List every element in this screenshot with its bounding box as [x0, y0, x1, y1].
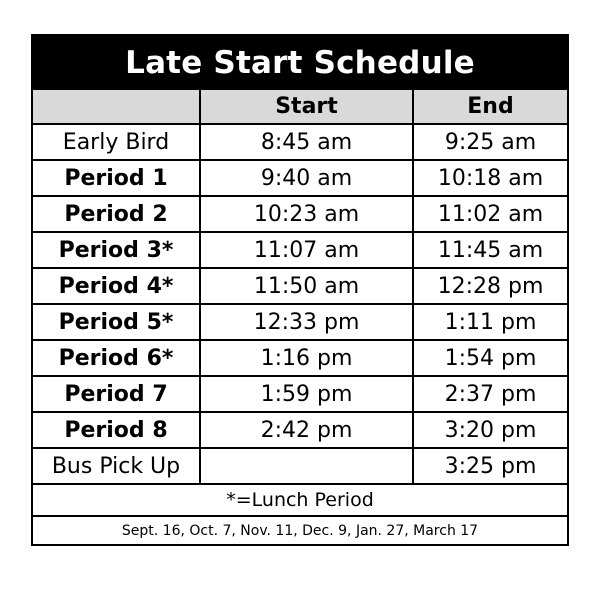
- end-time-cell: 2:37 pm: [413, 376, 567, 412]
- header-period: [33, 90, 200, 124]
- start-time-cell: [200, 448, 413, 484]
- end-time-cell: 3:25 pm: [413, 448, 567, 484]
- late-start-dates: Sept. 16, Oct. 7, Nov. 11, Dec. 9, Jan. 27, March 17: [33, 516, 567, 544]
- table-row: [33, 304, 567, 340]
- table-row: [33, 448, 567, 484]
- period-cell: Period 4*: [33, 268, 200, 304]
- dates-row: [33, 516, 567, 544]
- lunch-note: *=Lunch Period: [33, 484, 567, 516]
- period-cell: Period 6*: [33, 340, 200, 376]
- period-cell: Period 1: [33, 160, 200, 196]
- table-row: [33, 340, 567, 376]
- start-time-cell: 2:42 pm: [200, 412, 413, 448]
- table-row: [33, 196, 567, 232]
- table-row: [33, 268, 567, 304]
- period-cell: Period 5*: [33, 304, 200, 340]
- header-row: [33, 90, 567, 124]
- end-time-cell: 10:18 am: [413, 160, 567, 196]
- end-time-cell: 11:02 am: [413, 196, 567, 232]
- start-time-cell: 12:33 pm: [200, 304, 413, 340]
- end-time-cell: 1:54 pm: [413, 340, 567, 376]
- start-time-cell: 9:40 am: [200, 160, 413, 196]
- end-time-cell: 1:11 pm: [413, 304, 567, 340]
- start-time-cell: 11:50 am: [200, 268, 413, 304]
- note-row: [33, 484, 567, 516]
- schedule-table: [33, 90, 567, 544]
- table-row: [33, 376, 567, 412]
- table-row: [33, 412, 567, 448]
- end-time-cell: 11:45 am: [413, 232, 567, 268]
- start-time-cell: 8:45 am: [200, 124, 413, 160]
- end-time-cell: 3:20 pm: [413, 412, 567, 448]
- table-row: [33, 160, 567, 196]
- end-time-cell: 9:25 am: [413, 124, 567, 160]
- period-cell: Early Bird: [33, 124, 200, 160]
- header-start: Start: [200, 90, 413, 124]
- start-time-cell: 1:16 pm: [200, 340, 413, 376]
- start-time-cell: 10:23 am: [200, 196, 413, 232]
- start-time-cell: 11:07 am: [200, 232, 413, 268]
- header-end: End: [413, 90, 567, 124]
- table-row: [33, 232, 567, 268]
- period-cell: Period 3*: [33, 232, 200, 268]
- period-cell: Bus Pick Up: [33, 448, 200, 484]
- period-cell: Period 2: [33, 196, 200, 232]
- late-start-schedule: [31, 34, 569, 546]
- end-time-cell: 12:28 pm: [413, 268, 567, 304]
- period-cell: Period 8: [33, 412, 200, 448]
- table-row: [33, 124, 567, 160]
- start-time-cell: 1:59 pm: [200, 376, 413, 412]
- schedule-title: Late Start Schedule: [33, 36, 567, 90]
- period-cell: Period 7: [33, 376, 200, 412]
